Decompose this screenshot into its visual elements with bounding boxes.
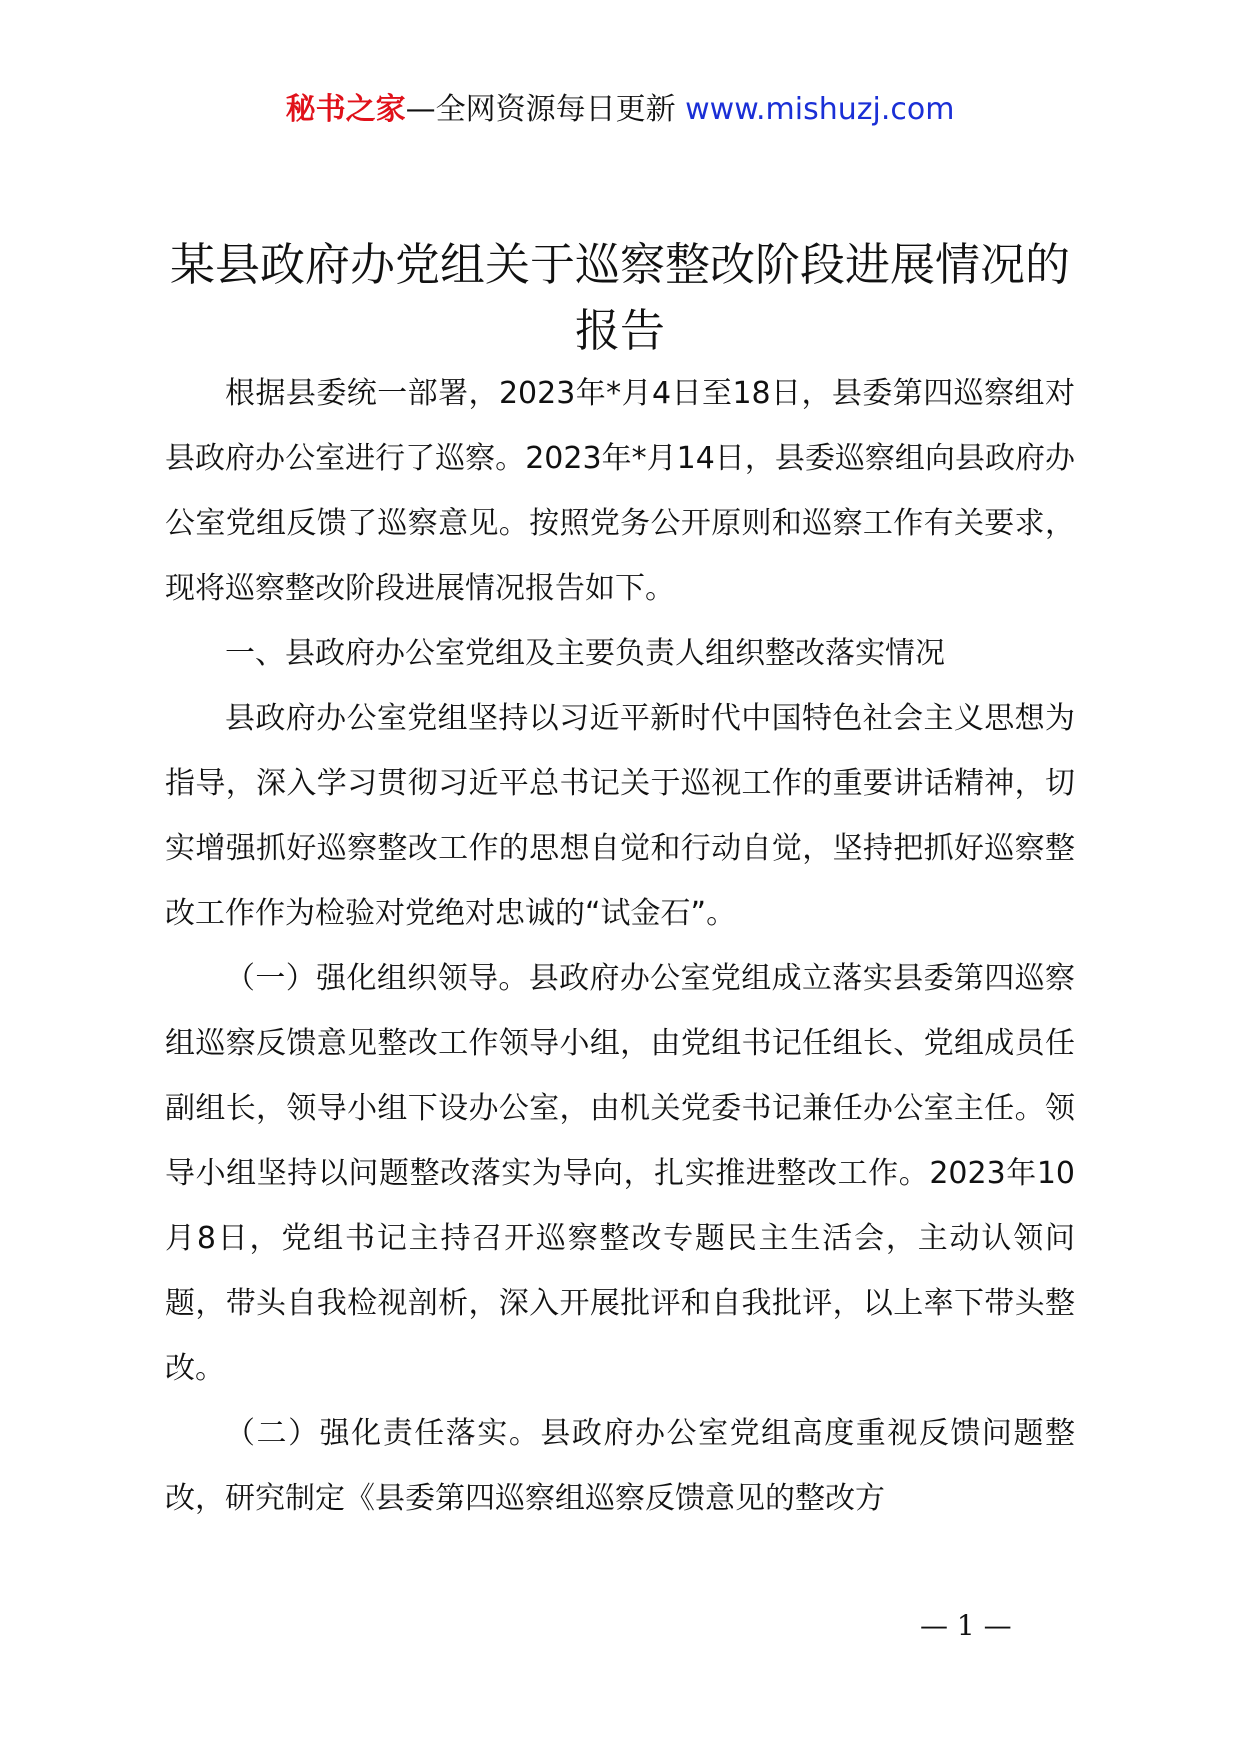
document-title: 某县政府办党组关于巡察整改阶段进展情况的报告 [169,238,1070,357]
paragraph-section-1: 县政府办公室党组坚持以习近平新时代中国特色社会主义思想为指导，深入学习贯彻习近平总书记关于巡视工作的重要讲话精神，切实增强抓好巡察整改工作的思想自觉和行动自觉，坚持把抓好巡察整改工作作为检验对党绝对忠诚的“试金石”。 [165,701,1075,931]
banner-tagline: —全网资源每日更新 [405,92,686,127]
paragraph-subsection-2: （二）强化责任落实。县政府办公室党组高度重视反馈问题整改，研究制定《县委第四巡察组巡察反馈意见的整改方 [165,1416,1075,1516]
banner-url-link[interactable]: www.mishuzj.com [685,92,955,127]
page-number: — 1 — [920,1609,1012,1642]
paragraph-subsection-1: （一）强化组织领导。县政府办公室党组成立落实县委第四巡察组巡察反馈意见整改工作领导小组，由党组书记任组长、党组成员任副组长，领导小组下设办公室，由机关党委书记兼任办公室主任。领导小组坚持以问题整改落实为导向，扎实推进整改工作。2023年10月8日，党组书记主持召开巡察整改专题民主生活会，主动认领问题，带头自我检视剖析，深入开展批评和自我批评，以上率下带头整改。 [165,961,1075,1386]
section-heading-1: 一、县政府办公室党组及主要负责人组织整改落实情况 [225,636,945,671]
document-body [165,361,1075,1531]
banner-brand: 秘书之家 [285,92,406,127]
paragraph-intro: 根据县委统一部署，2023年*月4日至18日，县委第四巡察组对县政府办公室进行了巡察。2023年*月14日，县委巡察组向县政府办公室党组反馈了巡察意见。按照党务公开原则和巡察工作有关要求，现将巡察整改阶段进展情况报告如下。 [165,376,1075,606]
site-banner [0,88,1240,132]
